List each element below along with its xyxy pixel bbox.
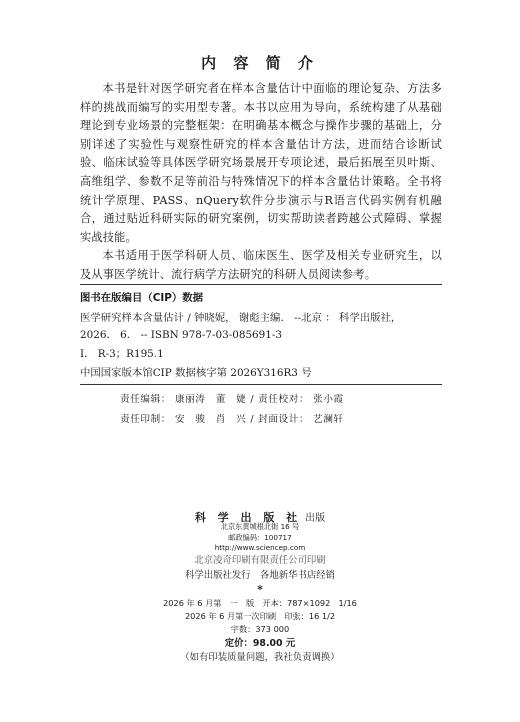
cip-number: 中国国家版本馆CIP 数据核字第 2026Y316R3 号 [80, 367, 312, 379]
impression-info: 2026 年 6 月第一次印刷 印张：16 1/2 [184, 611, 336, 621]
credit-value: 安 骏 肖 兴 [174, 414, 247, 425]
edition-info: 2026 年 6 月第 一 版 开本：787×1092 1/16 [163, 598, 357, 608]
credit-label: 责任印制： [120, 414, 171, 425]
summary-paragraph: 本书适用于医学科研人员、临床医生、医学及相关专业研究生，以及从事医学统计、流行病学方法研究的科研人员阅读参考。 [80, 249, 442, 281]
content-summary [80, 80, 442, 285]
cip-line: Ⅰ． R-3；R195.1 [80, 348, 164, 360]
divider [80, 384, 442, 385]
credit-value: 康丽涛 董 婕 [174, 394, 247, 405]
separator-star: * [257, 583, 263, 596]
credit-label: 责任编辑： [120, 394, 171, 405]
credits-row-2: 责任印制： 安 骏 肖 兴 / 封面设计： 艺澜轩 [120, 414, 344, 425]
publisher-postcode: 邮政编码：100717 [228, 533, 292, 542]
page-title: 内 容 简 介 [201, 54, 319, 72]
summary-paragraph: 本书是针对医学研究者在样本含量估计中面临的理论复杂、方法多样的挑战而编写的实用型专著。本书以应用为导向，系统构建了从基础理论到专业场景的完整框架：在明确基本概念与操作步骤的基础上，分别详述了实验性与观察性研究的样本含量估计方法，进而结合诊断试验、临床试验等具体医学研究场景展开专项论述，最后拓展至贝叶斯、高维组学、参数不足等前沿与特殊情况下的样本含量估计策略。全书将统计学原理、PASS、nQuery软件分步演示与R语言代码实例有机融合，通过贴近科研实际的研究案例，切实帮助读者跨越公式障碍、掌握实战技能。 [80, 82, 442, 244]
publisher-name: 科 学 出 版 社 [194, 511, 302, 524]
publisher-suffix: 出版 [305, 513, 326, 524]
cip-line: 医学研究样本含量估计 / 钟晓妮， 谢彪主编． --北京 ： 科学出版社， [80, 312, 402, 324]
credit-value: 张小霞 [313, 394, 344, 405]
credit-label: 责任校对： [258, 394, 310, 405]
cip-heading: 图书在版编目（CIP）数据 [80, 292, 204, 304]
credit-value: 艺澜轩 [313, 414, 344, 425]
publisher-website: http://www.sciencep.com [214, 543, 306, 552]
price: 定价：98.00 元 [224, 638, 296, 649]
publisher-address: 北京东黄城根北街 16 号 [220, 522, 300, 531]
word-count: 字数：373 000 [230, 624, 290, 634]
quality-notice: （如有印装质量问题，我社负责调换） [180, 652, 340, 663]
distribution: 科学出版社发行 各地新华书店经销 [184, 570, 335, 581]
credit-label: 封面设计： [258, 414, 310, 425]
cip-line: 2026． 6． -- ISBN 978-7-03-085691-3 [80, 329, 283, 341]
divider [80, 284, 442, 285]
printer: 北京凌奇印刷有限责任公司印刷 [194, 555, 326, 566]
credits-row-1: 责任编辑： 康丽涛 董 婕 / 责任校对： 张小霞 [120, 394, 344, 405]
